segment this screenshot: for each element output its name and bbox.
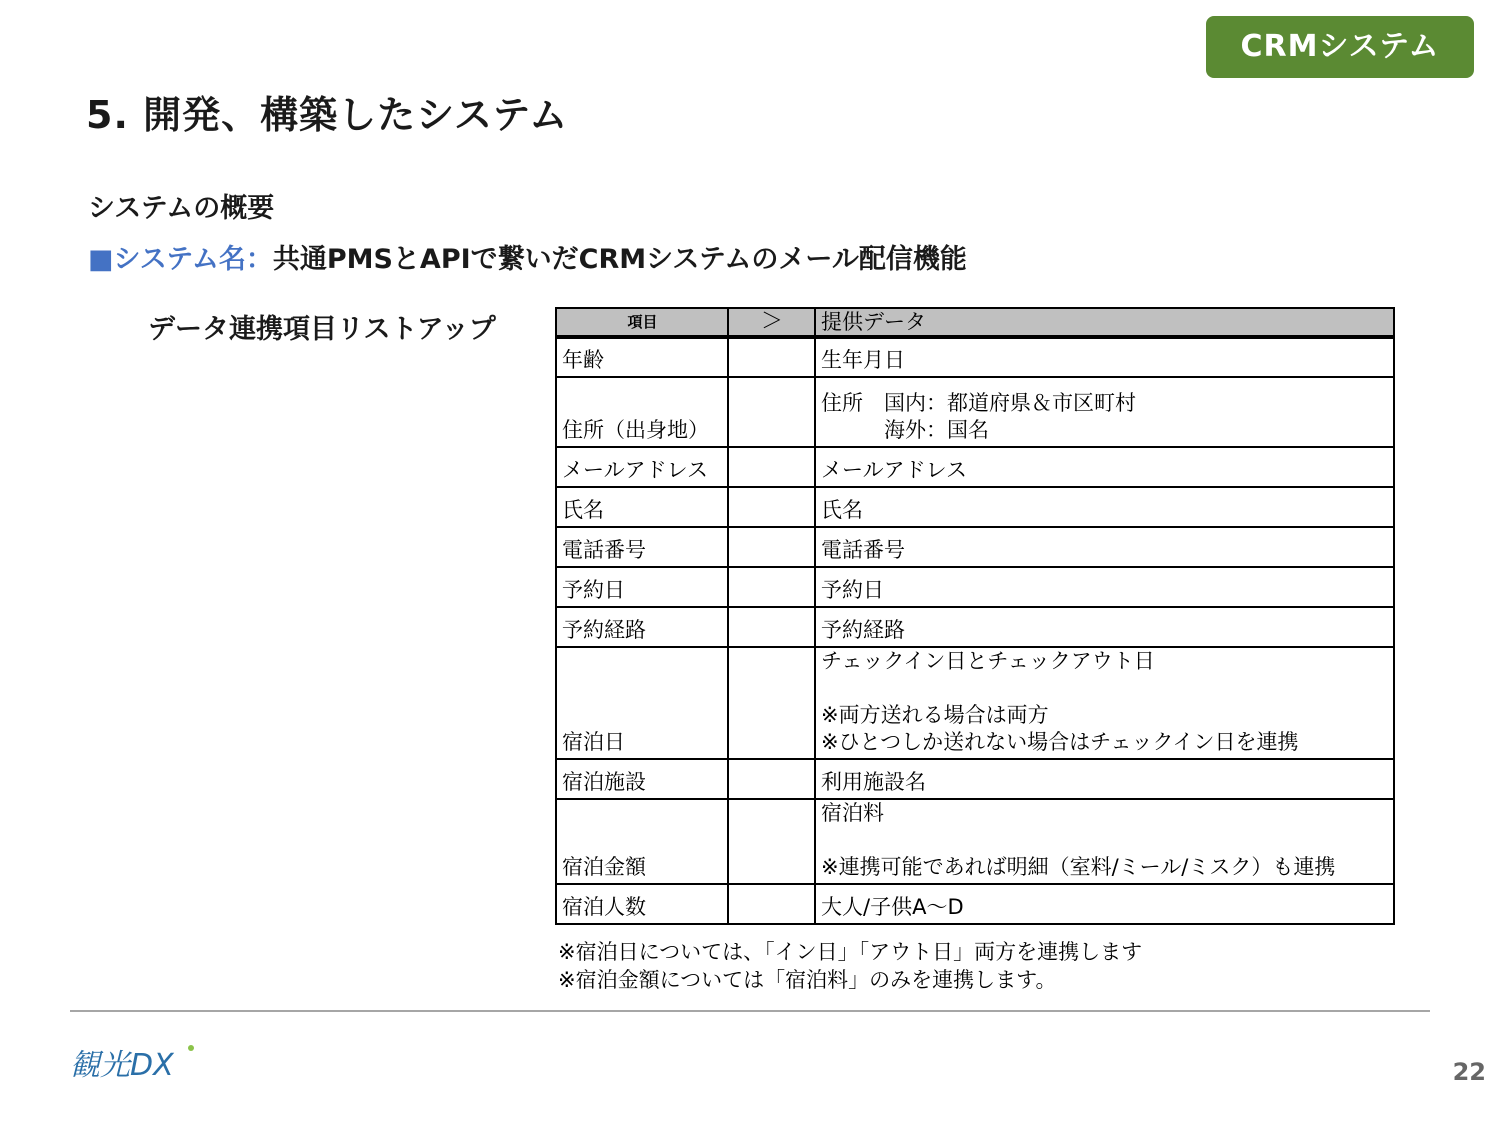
row-item: 予約経路	[556, 607, 728, 647]
page-title: 5. 開発、構築したシステム	[86, 93, 569, 137]
row-data: 予約経路	[815, 607, 1394, 647]
header-provided-data: 提供データ	[815, 308, 1394, 337]
row-item: 予約日	[556, 567, 728, 607]
row-mapping	[728, 377, 815, 447]
row-data: 電話番号	[815, 527, 1394, 567]
data-linkage-table	[555, 307, 1395, 925]
row-item: 宿泊人数	[556, 884, 728, 924]
row-data: 利用施設名	[815, 759, 1394, 799]
row-item: 宿泊金額	[556, 799, 728, 884]
row-data: 住所 国内：都道府県＆市区町村 海外：国名	[815, 377, 1394, 447]
row-data: メールアドレス	[815, 447, 1394, 487]
table-notes	[558, 938, 1142, 994]
table-row	[556, 377, 1394, 447]
row-data: 予約日	[815, 567, 1394, 607]
row-mapping	[728, 527, 815, 567]
row-item: 年齢	[556, 337, 728, 377]
row-data: 生年月日	[815, 337, 1394, 377]
table-row	[556, 487, 1394, 527]
header-item: 項目	[556, 308, 728, 337]
row-item: メールアドレス	[556, 447, 728, 487]
row-item: 住所（出身地）	[556, 377, 728, 447]
row-mapping	[728, 487, 815, 527]
system-name-label: システム名：	[113, 244, 273, 275]
logo-text: 観光DX	[70, 1048, 174, 1083]
table-row	[556, 647, 1394, 759]
table-row	[556, 759, 1394, 799]
note-line: ※宿泊日については、「イン日」「アウト日」両方を連携します	[558, 940, 1143, 964]
system-name-line	[88, 237, 967, 276]
row-item: 氏名	[556, 487, 728, 527]
row-data: チェックイン日とチェックアウト日 ※両方送れる場合は両方 ※ひとつしか送れない場合はチェックイン日を連携	[815, 647, 1394, 759]
row-data: 大人/子供A～D	[815, 884, 1394, 924]
row-item: 宿泊日	[556, 647, 728, 759]
table-row	[556, 607, 1394, 647]
page-number: 22	[1452, 1058, 1486, 1086]
row-mapping	[728, 647, 815, 759]
system-name-value: 共通PMSとAPIで繋いだCRMシステムのメール配信機能	[272, 244, 967, 275]
table-row	[556, 337, 1394, 377]
table-row	[556, 527, 1394, 567]
header-arrow: ＞	[728, 308, 815, 337]
square-bullet-icon: ■	[88, 244, 114, 275]
row-mapping	[728, 607, 815, 647]
row-item: 電話番号	[556, 527, 728, 567]
table-row	[556, 567, 1394, 607]
row-data: 宿泊料 ※連携可能であれば明細（室料/ミール/ミスク）も連携	[815, 799, 1394, 884]
crm-system-badge: CRMシステム	[1206, 16, 1474, 78]
row-item: 宿泊施設	[556, 759, 728, 799]
table-row	[556, 884, 1394, 924]
data-linkage-list-label: データ連携項目リストアップ	[148, 314, 496, 345]
row-mapping	[728, 337, 815, 377]
table-header-row	[556, 308, 1394, 337]
row-mapping	[728, 884, 815, 924]
footer-divider	[70, 1010, 1430, 1012]
kanko-dx-logo-icon	[70, 1042, 200, 1084]
row-mapping	[728, 567, 815, 607]
row-mapping	[728, 799, 815, 884]
row-data: 氏名	[815, 487, 1394, 527]
note-line: ※宿泊金額については「宿泊料」のみを連携します。	[558, 968, 1057, 992]
table-row	[556, 799, 1394, 884]
section-heading: システムの概要	[88, 193, 275, 224]
row-mapping	[728, 759, 815, 799]
table-row	[556, 447, 1394, 487]
row-mapping	[728, 447, 815, 487]
